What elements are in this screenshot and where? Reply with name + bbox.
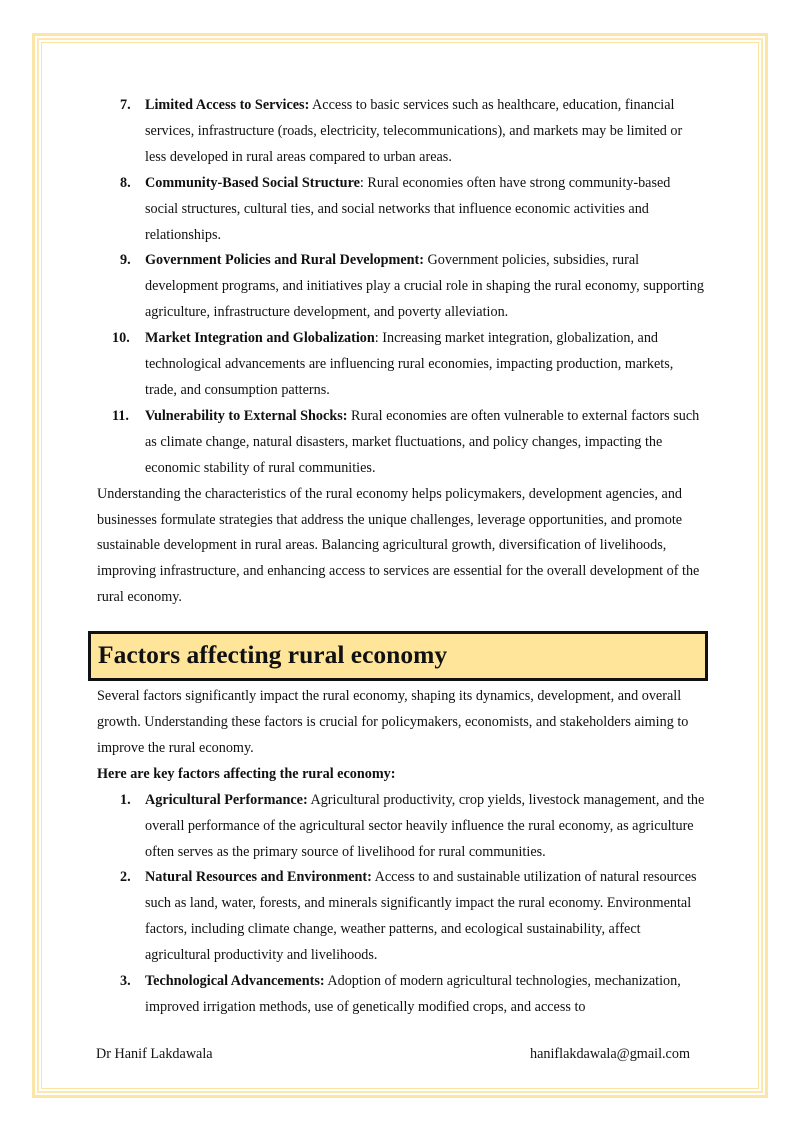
summary-paragraph: Understanding the characteristics of the rural economy helps policymakers, development agencies, and businesses formulate strategies that address the unique challenges, leverage opportunities, and promote sustainable development in rural areas. Balancing agricultural growth, diversification of livelihoods, improving infrastructure, and enhancing access to services are essential for the overall development of the rural economy. — [97, 485, 700, 606]
list-number: 11. — [112, 407, 129, 424]
list-item-title: Agricultural Performance: — [145, 791, 308, 808]
list-number: 9. — [120, 252, 131, 269]
list-item-text: Access to and sustainable utilization of natural resources such as land, water, forests, and minerals significantly impact the rural economy. Environmental factors, including climate change, weather patterns, and ecological sustainability, affect agricultural productivity and livelihoods. — [145, 869, 697, 964]
list-item-title: Market Integration and Globalization — [145, 330, 375, 347]
list-item — [97, 788, 707, 866]
list-item — [97, 93, 707, 171]
list-item-title: Limited Access to Services: — [145, 97, 310, 113]
list-number: 8. — [120, 174, 131, 191]
section-heading-box — [88, 631, 708, 681]
list-item — [97, 969, 707, 1021]
list-number: 1. — [120, 791, 131, 808]
list-item-text: Rural economies are often vulnerable to external factors such as climate change, natural disasters, market fluctuations, and policy changes, impacting the economic stability of rural communities. — [145, 407, 700, 476]
list-item-title: Technological Advancements: — [145, 973, 325, 990]
list-item-text: Access to basic services such as healthcare, education, financial services, infrastructure (roads, electricity, telecommunications), and markets may be limited or less developed in rural areas compared to urban areas. — [145, 97, 683, 165]
list-number: 7. — [120, 97, 131, 113]
factors-list — [97, 788, 707, 1021]
list-item-text: Government policies, subsidies, rural development programs, and initiatives play a crucial role in shaping the rural economy, supporting agriculture, infrastructure development, and poverty alleviation. — [145, 252, 704, 321]
list-number: 3. — [120, 973, 131, 990]
list-item-text: : Increasing market integration, globalization, and technological advancements are influencing rural economies, impacting production, markets, trade, and consumption patterns. — [145, 330, 674, 398]
list-number: 2. — [120, 869, 131, 886]
characteristics-list-continued — [97, 93, 707, 482]
section-heading: Factors affecting rural economy — [98, 640, 448, 670]
footer-author: Dr Hanif Lakdawala — [96, 1046, 213, 1062]
list-item — [97, 248, 707, 326]
list-number: 10. — [112, 330, 130, 347]
list-item-text: : Rural economies often have strong community-based social structures, cultural ties, and social networks that influence economic activities and relationships. — [145, 174, 671, 243]
section-subheading: Here are key factors affecting the rural economy: — [97, 765, 396, 782]
list-item — [97, 326, 707, 404]
list-item-text: Adoption of modern agricultural technologies, mechanization, improved irrigation methods, use of genetically modified crops, and access to — [145, 973, 681, 1015]
list-item-title: Community-Based Social Structure — [145, 174, 360, 191]
page-content — [97, 93, 707, 1021]
section-intro: Several factors significantly impact the rural economy, shaping its dynamics, development, and overall growth. Understanding these factors is crucial for policymakers, economists, and stakeholders aiming to improve the rural economy. — [97, 688, 689, 756]
list-item — [97, 865, 707, 969]
list-item-title: Government Policies and Rural Development: — [145, 252, 424, 269]
list-item-title: Natural Resources and Environment: — [145, 869, 372, 886]
list-item — [97, 404, 707, 482]
footer-email: haniflakdawala@gmail.com — [529, 1046, 690, 1062]
list-item-title: Vulnerability to External Shocks: — [145, 407, 348, 424]
list-item — [97, 171, 707, 249]
list-item-text: Agricultural productivity, crop yields, livestock management, and the overall performance of the agricultural sector heavily influence the rural economy, as agriculture often serves as the primary source of livelihood for rural communities. — [145, 791, 705, 860]
